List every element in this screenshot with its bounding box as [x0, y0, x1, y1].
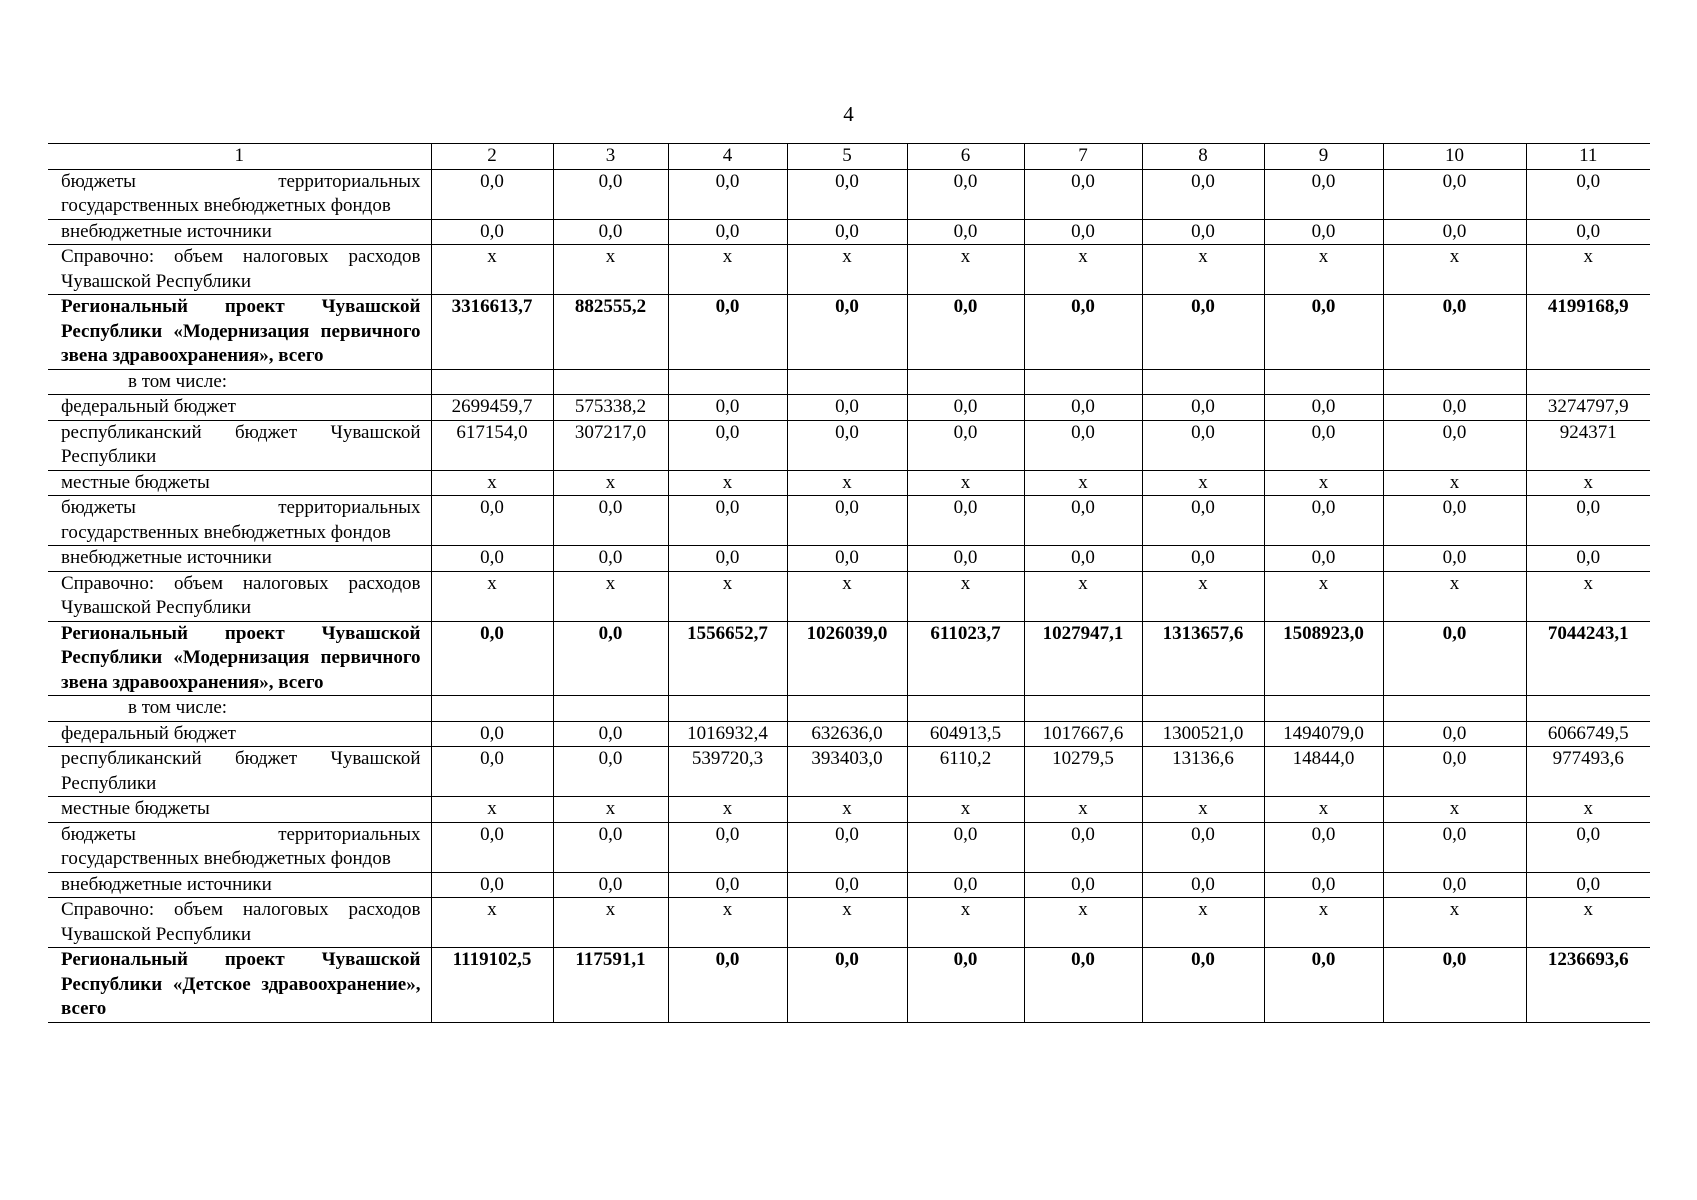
table-cell: 0,0: [787, 219, 907, 245]
table-cell: 0,0: [553, 169, 668, 219]
row-label: внебюджетные источники: [48, 872, 431, 898]
table-cell: 0,0: [553, 219, 668, 245]
table-row: [48, 546, 1650, 572]
table-cell: 0,0: [1383, 219, 1526, 245]
table-cell: x: [431, 470, 553, 496]
table-cell: 0,0: [553, 496, 668, 546]
table-cell: [907, 369, 1024, 395]
table-cell: 0,0: [1383, 395, 1526, 421]
table-cell: x: [1024, 245, 1142, 295]
table-cell: x: [668, 245, 787, 295]
table-cell: 0,0: [1383, 872, 1526, 898]
table-cell: 0,0: [1264, 948, 1383, 1023]
table-cell: 3316613,7: [431, 295, 553, 370]
table-cell: [1383, 369, 1526, 395]
table-cell: x: [907, 898, 1024, 948]
table-cell: [787, 369, 907, 395]
table-cell: x: [668, 571, 787, 621]
table-cell: x: [907, 245, 1024, 295]
table-cell: 617154,0: [431, 420, 553, 470]
table-cell: 0,0: [1142, 546, 1264, 572]
table-cell: [1526, 696, 1650, 722]
table-cell: 0,0: [907, 948, 1024, 1023]
table-row: [48, 295, 1650, 370]
row-label: Справочно: объем налоговых расходов Чувашской Республики: [48, 571, 431, 621]
table-cell: 0,0: [668, 822, 787, 872]
table-cell: 1236693,6: [1526, 948, 1650, 1023]
table-cell: x: [787, 470, 907, 496]
row-label: в том числе:: [48, 369, 431, 395]
table-cell: x: [1383, 245, 1526, 295]
table-cell: 0,0: [907, 295, 1024, 370]
table-cell: 924371: [1526, 420, 1650, 470]
table-cell: 611023,7: [907, 621, 1024, 696]
table-cell: 0,0: [431, 219, 553, 245]
table-cell: x: [787, 797, 907, 823]
table-cell: 604913,5: [907, 721, 1024, 747]
page-number: 4: [843, 102, 854, 126]
table-cell: 0,0: [787, 169, 907, 219]
table-cell: 0,0: [1383, 546, 1526, 572]
row-label: республиканский бюджет Чувашской Республики: [48, 747, 431, 797]
row-label: местные бюджеты: [48, 797, 431, 823]
table-cell: x: [1024, 470, 1142, 496]
table-cell: 0,0: [1142, 496, 1264, 546]
table-cell: x: [1024, 797, 1142, 823]
table-cell: 1313657,6: [1142, 621, 1264, 696]
table-cell: 0,0: [431, 621, 553, 696]
table-cell: [1264, 696, 1383, 722]
table-cell: x: [431, 245, 553, 295]
table-cell: 0,0: [1383, 295, 1526, 370]
table-cell: x: [1142, 797, 1264, 823]
table-row: [48, 721, 1650, 747]
table-cell: x: [1142, 245, 1264, 295]
table-cell: 539720,3: [668, 747, 787, 797]
table-cell: x: [787, 571, 907, 621]
table-cell: 14844,0: [1264, 747, 1383, 797]
table-cell: 1017667,6: [1024, 721, 1142, 747]
table-cell: 0,0: [1024, 420, 1142, 470]
table-row: [48, 369, 1650, 395]
table-cell: x: [553, 898, 668, 948]
table-header-row: [48, 144, 1650, 170]
table-cell: 0,0: [907, 822, 1024, 872]
table-cell: 0,0: [907, 496, 1024, 546]
table-cell: 0,0: [1526, 546, 1650, 572]
table-cell: 13136,6: [1142, 747, 1264, 797]
table-cell: x: [431, 898, 553, 948]
column-header: 5: [787, 144, 907, 170]
table-cell: 0,0: [1383, 169, 1526, 219]
table-cell: 0,0: [553, 872, 668, 898]
table-cell: [787, 696, 907, 722]
table-cell: 0,0: [1024, 496, 1142, 546]
table-cell: x: [787, 898, 907, 948]
table-cell: x: [668, 797, 787, 823]
table-cell: 0,0: [907, 395, 1024, 421]
table-cell: x: [1142, 470, 1264, 496]
table-row: [48, 219, 1650, 245]
table-cell: x: [668, 898, 787, 948]
table-row: [48, 496, 1650, 546]
table-cell: 0,0: [1024, 219, 1142, 245]
table-cell: [668, 369, 787, 395]
table-cell: 0,0: [1142, 420, 1264, 470]
row-label: бюджеты территориальных государственных внебюджетных фондов: [48, 822, 431, 872]
table-cell: 0,0: [553, 546, 668, 572]
table-cell: x: [1383, 470, 1526, 496]
row-label: внебюджетные источники: [48, 546, 431, 572]
table-cell: 575338,2: [553, 395, 668, 421]
table-cell: 0,0: [1264, 546, 1383, 572]
table-cell: x: [907, 797, 1024, 823]
table-cell: 1494079,0: [1264, 721, 1383, 747]
table-cell: x: [553, 470, 668, 496]
table-cell: 0,0: [1383, 721, 1526, 747]
table-cell: 393403,0: [787, 747, 907, 797]
table-cell: [1383, 696, 1526, 722]
table-cell: 0,0: [668, 948, 787, 1023]
table-cell: [1526, 369, 1650, 395]
table-cell: 0,0: [787, 948, 907, 1023]
table-cell: 0,0: [1024, 395, 1142, 421]
table-cell: 0,0: [431, 721, 553, 747]
column-header: 11: [1526, 144, 1650, 170]
row-label: Справочно: объем налоговых расходов Чувашской Республики: [48, 898, 431, 948]
table-row: [48, 395, 1650, 421]
table-cell: 0,0: [1383, 747, 1526, 797]
column-header: 7: [1024, 144, 1142, 170]
table-cell: 0,0: [787, 295, 907, 370]
table-row: [48, 747, 1650, 797]
table-cell: x: [1383, 571, 1526, 621]
table-row: [48, 822, 1650, 872]
table-cell: 1508923,0: [1264, 621, 1383, 696]
column-header: 1: [48, 144, 431, 170]
table-cell: 0,0: [431, 496, 553, 546]
row-label: Региональный проект Чувашской Республики «Детское здравоохранение», всего: [48, 948, 431, 1023]
table-cell: 0,0: [668, 872, 787, 898]
table-cell: 0,0: [431, 822, 553, 872]
row-label: республиканский бюджет Чувашской Республики: [48, 420, 431, 470]
table-cell: x: [668, 470, 787, 496]
table-cell: x: [1142, 571, 1264, 621]
table-cell: 977493,6: [1526, 747, 1650, 797]
table-cell: 632636,0: [787, 721, 907, 747]
table-cell: [431, 696, 553, 722]
table-cell: [431, 369, 553, 395]
column-header: 9: [1264, 144, 1383, 170]
table-row: [48, 898, 1650, 948]
table-row: [48, 621, 1650, 696]
table-cell: x: [1264, 898, 1383, 948]
table-row: [48, 245, 1650, 295]
table-cell: 0,0: [787, 872, 907, 898]
table-cell: 0,0: [1024, 872, 1142, 898]
table-cell: 0,0: [668, 420, 787, 470]
table-cell: 0,0: [1526, 219, 1650, 245]
table-row: [48, 797, 1650, 823]
table-cell: 3274797,9: [1526, 395, 1650, 421]
column-header: 6: [907, 144, 1024, 170]
table-cell: 2699459,7: [431, 395, 553, 421]
row-label: внебюджетные источники: [48, 219, 431, 245]
table-cell: 0,0: [1142, 948, 1264, 1023]
column-header: 3: [553, 144, 668, 170]
table-cell: 4199168,9: [1526, 295, 1650, 370]
table-cell: [1264, 369, 1383, 395]
table-cell: [553, 696, 668, 722]
table-cell: 0,0: [1383, 822, 1526, 872]
row-label: Региональный проект Чувашской Республики «Модернизация первичного звена здравоохранения», всего: [48, 295, 431, 370]
table-cell: 0,0: [787, 546, 907, 572]
table-cell: 0,0: [1264, 219, 1383, 245]
table-cell: x: [787, 245, 907, 295]
table-cell: 0,0: [1264, 496, 1383, 546]
row-label: Региональный проект Чувашской Республики «Модернизация первичного звена здравоохранения», всего: [48, 621, 431, 696]
row-label: бюджеты территориальных государственных внебюджетных фондов: [48, 496, 431, 546]
table-cell: x: [431, 797, 553, 823]
table-cell: 0,0: [668, 169, 787, 219]
table-row: [48, 872, 1650, 898]
column-header: 10: [1383, 144, 1526, 170]
table-cell: 0,0: [1264, 295, 1383, 370]
table-cell: 0,0: [1142, 219, 1264, 245]
table-cell: 0,0: [431, 747, 553, 797]
table-cell: 0,0: [907, 546, 1024, 572]
table-cell: 0,0: [1264, 872, 1383, 898]
table-cell: x: [553, 245, 668, 295]
table-cell: 0,0: [1024, 546, 1142, 572]
table-cell: 0,0: [431, 546, 553, 572]
table-cell: x: [1264, 571, 1383, 621]
table-cell: x: [1264, 797, 1383, 823]
table-cell: 0,0: [553, 621, 668, 696]
table-cell: 1556652,7: [668, 621, 787, 696]
table-cell: 0,0: [1383, 496, 1526, 546]
row-label: Справочно: объем налоговых расходов Чувашской Республики: [48, 245, 431, 295]
table-cell: x: [1024, 898, 1142, 948]
table-cell: 0,0: [1142, 395, 1264, 421]
table-cell: [668, 696, 787, 722]
table-cell: 0,0: [1383, 420, 1526, 470]
table-cell: 0,0: [787, 395, 907, 421]
table-cell: 0,0: [1142, 822, 1264, 872]
table-cell: x: [431, 571, 553, 621]
table-cell: 1027947,1: [1024, 621, 1142, 696]
table-cell: 0,0: [553, 747, 668, 797]
table-cell: x: [907, 571, 1024, 621]
table-cell: 0,0: [668, 219, 787, 245]
table-cell: x: [553, 571, 668, 621]
table-body: [48, 144, 1650, 1023]
table-cell: 0,0: [1142, 872, 1264, 898]
table-cell: 0,0: [1264, 169, 1383, 219]
table-cell: 1119102,5: [431, 948, 553, 1023]
table-cell: 1026039,0: [787, 621, 907, 696]
table-cell: 882555,2: [553, 295, 668, 370]
table-cell: 117591,1: [553, 948, 668, 1023]
table-cell: 0,0: [668, 546, 787, 572]
table-cell: 7044243,1: [1526, 621, 1650, 696]
table-cell: [907, 696, 1024, 722]
table-cell: 0,0: [907, 872, 1024, 898]
table-cell: 0,0: [553, 721, 668, 747]
table-cell: 10279,5: [1024, 747, 1142, 797]
table-cell: 0,0: [1526, 872, 1650, 898]
table-cell: 0,0: [787, 822, 907, 872]
table-cell: [1142, 369, 1264, 395]
row-label: местные бюджеты: [48, 470, 431, 496]
column-header: 4: [668, 144, 787, 170]
table-row: [48, 470, 1650, 496]
table-cell: 307217,0: [553, 420, 668, 470]
table-cell: 6066749,5: [1526, 721, 1650, 747]
table-cell: 0,0: [1142, 295, 1264, 370]
table-cell: 0,0: [1383, 621, 1526, 696]
table-cell: 0,0: [1024, 948, 1142, 1023]
table-cell: x: [1383, 898, 1526, 948]
table-cell: 0,0: [668, 496, 787, 546]
row-label: федеральный бюджет: [48, 395, 431, 421]
table-cell: 0,0: [668, 295, 787, 370]
table-cell: x: [1264, 245, 1383, 295]
table-cell: 0,0: [1024, 295, 1142, 370]
table-cell: 0,0: [1526, 169, 1650, 219]
table-cell: x: [1142, 898, 1264, 948]
table-cell: 0,0: [1024, 822, 1142, 872]
table-cell: 0,0: [431, 872, 553, 898]
table-cell: 0,0: [431, 169, 553, 219]
table-cell: 0,0: [907, 219, 1024, 245]
table-cell: x: [553, 797, 668, 823]
table-cell: 1300521,0: [1142, 721, 1264, 747]
table-cell: [1142, 696, 1264, 722]
table-cell: 0,0: [907, 420, 1024, 470]
table-cell: x: [1526, 898, 1650, 948]
table-cell: 0,0: [1264, 822, 1383, 872]
table-cell: 0,0: [1526, 822, 1650, 872]
table-cell: x: [1526, 571, 1650, 621]
table-cell: 0,0: [1383, 948, 1526, 1023]
table-cell: 1016932,4: [668, 721, 787, 747]
table-cell: 0,0: [907, 169, 1024, 219]
table-cell: 6110,2: [907, 747, 1024, 797]
table-cell: [553, 369, 668, 395]
table-cell: 0,0: [668, 395, 787, 421]
column-header: 8: [1142, 144, 1264, 170]
table-cell: x: [1264, 470, 1383, 496]
table-row: [48, 420, 1650, 470]
table-row: [48, 696, 1650, 722]
table-row: [48, 169, 1650, 219]
table-cell: x: [1024, 571, 1142, 621]
table-cell: 0,0: [1142, 169, 1264, 219]
table-cell: [1024, 369, 1142, 395]
table-cell: 0,0: [553, 822, 668, 872]
table-row: [48, 948, 1650, 1023]
table-cell: x: [907, 470, 1024, 496]
table-cell: 0,0: [1264, 395, 1383, 421]
table-cell: x: [1526, 245, 1650, 295]
table-cell: 0,0: [1024, 169, 1142, 219]
table-cell: 0,0: [1526, 496, 1650, 546]
row-label: в том числе:: [48, 696, 431, 722]
column-header: 2: [431, 144, 553, 170]
table-cell: x: [1526, 470, 1650, 496]
table-cell: 0,0: [787, 496, 907, 546]
row-label: федеральный бюджет: [48, 721, 431, 747]
table-cell: x: [1383, 797, 1526, 823]
table-cell: 0,0: [787, 420, 907, 470]
table-cell: [1024, 696, 1142, 722]
table-row: [48, 571, 1650, 621]
table-cell: 0,0: [1264, 420, 1383, 470]
table-cell: x: [1526, 797, 1650, 823]
budget-table: [48, 143, 1650, 1023]
row-label: бюджеты территориальных государственных внебюджетных фондов: [48, 169, 431, 219]
